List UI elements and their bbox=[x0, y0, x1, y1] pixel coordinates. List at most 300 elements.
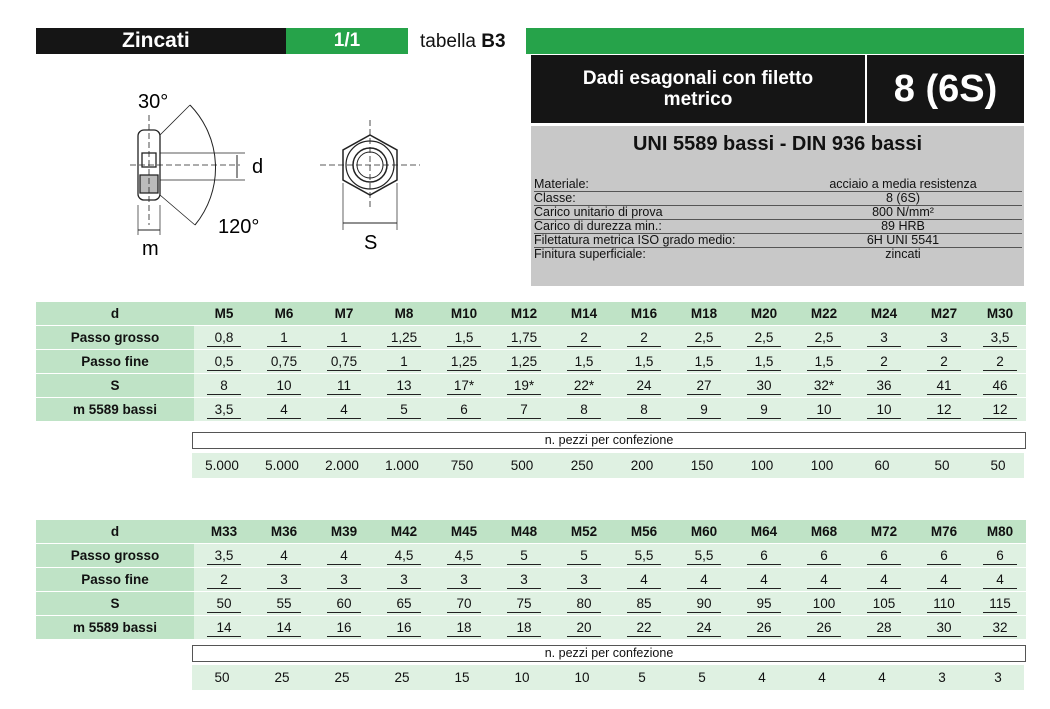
cell-value: 1,75 bbox=[507, 329, 541, 347]
cell-value: M42 bbox=[390, 524, 418, 539]
table-cell bbox=[614, 568, 674, 592]
table-cell bbox=[374, 568, 434, 592]
product-title: Dadi esagonali con filetto metrico bbox=[531, 55, 865, 123]
table-cell bbox=[674, 326, 734, 350]
property-row bbox=[534, 178, 1022, 192]
cell-value: M48 bbox=[510, 524, 538, 539]
dimensions-table-1 bbox=[36, 302, 1026, 422]
pack-quantity: 5.000 bbox=[205, 458, 239, 473]
cell-value: 32 bbox=[983, 619, 1017, 637]
cell-value: 1,25 bbox=[507, 353, 541, 371]
cell-value: 65 bbox=[387, 595, 421, 613]
pack-quantity: 25 bbox=[334, 670, 350, 685]
pack-quantity: 4 bbox=[758, 670, 766, 685]
table-cell bbox=[434, 568, 494, 592]
cell-value: 9 bbox=[747, 401, 781, 419]
cell-value: 1,5 bbox=[687, 353, 721, 371]
table-cell bbox=[494, 520, 554, 544]
table-cell bbox=[734, 568, 794, 592]
cell-value: 4 bbox=[687, 571, 721, 589]
cell-value: 1 bbox=[327, 329, 361, 347]
property-row bbox=[534, 192, 1022, 206]
cell-value: 24 bbox=[687, 619, 721, 637]
cell-value: 3 bbox=[327, 571, 361, 589]
cell-value: 115 bbox=[983, 595, 1017, 613]
cell-value: 22 bbox=[627, 619, 661, 637]
property-row bbox=[534, 220, 1022, 234]
table-cell bbox=[674, 592, 734, 616]
table-cell bbox=[614, 520, 674, 544]
cell-value: M39 bbox=[330, 524, 358, 539]
table-cell bbox=[314, 616, 374, 640]
property-row bbox=[534, 234, 1022, 248]
table-cell bbox=[254, 302, 314, 326]
table-cell bbox=[554, 374, 614, 398]
cell-value: 7 bbox=[507, 401, 541, 419]
table-cell bbox=[554, 568, 614, 592]
cell-value: M18 bbox=[690, 306, 718, 321]
cell-value: 6 bbox=[447, 401, 481, 419]
table-cell bbox=[854, 326, 914, 350]
table-cell bbox=[554, 302, 614, 326]
pack-quantity: 500 bbox=[510, 458, 534, 473]
class-badge: 8 (6S) bbox=[867, 55, 1024, 123]
cell-value: M22 bbox=[810, 306, 838, 321]
table-cell bbox=[854, 520, 914, 544]
cell-value: 3 bbox=[867, 329, 901, 347]
pack-quantity: 50 bbox=[990, 458, 1006, 473]
property-value: 6H UNI 5541 bbox=[866, 233, 940, 247]
row-label: S bbox=[36, 374, 194, 398]
cell-value: 4 bbox=[267, 547, 301, 565]
cell-value: 100 bbox=[807, 595, 841, 613]
cell-value: 10 bbox=[867, 401, 901, 419]
table-cell bbox=[554, 616, 614, 640]
cell-value: M76 bbox=[930, 524, 958, 539]
table-cell bbox=[674, 568, 734, 592]
cell-value: 30 bbox=[747, 377, 781, 395]
table-row bbox=[36, 302, 1026, 326]
pack-quantity: 25 bbox=[394, 670, 410, 685]
table-cell bbox=[974, 350, 1026, 374]
cell-value: M7 bbox=[334, 306, 354, 321]
table-cell bbox=[794, 568, 854, 592]
table-row bbox=[36, 350, 1026, 374]
cell-value: 10 bbox=[267, 377, 301, 395]
table-cell bbox=[494, 568, 554, 592]
properties-list bbox=[534, 178, 1022, 261]
pack-quantity: 50 bbox=[214, 670, 230, 685]
table-cell bbox=[674, 350, 734, 374]
pack-quantity: 100 bbox=[810, 458, 834, 473]
cell-value: 3 bbox=[927, 329, 961, 347]
cell-value: 75 bbox=[507, 595, 541, 613]
row-label: m 5589 bassi bbox=[36, 616, 194, 640]
cell-value: M52 bbox=[570, 524, 598, 539]
cell-value: 1,5 bbox=[807, 353, 841, 371]
table-cell bbox=[254, 374, 314, 398]
pack-quantity: 5 bbox=[638, 670, 646, 685]
table-cell bbox=[494, 398, 554, 422]
cell-value: M60 bbox=[690, 524, 718, 539]
cell-value: 3,5 bbox=[983, 329, 1017, 347]
cell-value: 4 bbox=[747, 571, 781, 589]
cell-value: 4 bbox=[327, 547, 361, 565]
pack-quantity: 25 bbox=[274, 670, 290, 685]
cell-value: 55 bbox=[267, 595, 301, 613]
cell-value: 85 bbox=[627, 595, 661, 613]
table-cell bbox=[674, 374, 734, 398]
cell-value: 2,5 bbox=[807, 329, 841, 347]
cell-value: 18 bbox=[507, 619, 541, 637]
cell-value: 26 bbox=[747, 619, 781, 637]
pack-quantity: 750 bbox=[450, 458, 474, 473]
table-cell bbox=[794, 326, 854, 350]
cell-value: 32* bbox=[807, 377, 841, 395]
row-label: d bbox=[36, 302, 194, 326]
cell-value: 2 bbox=[207, 571, 241, 589]
dimensions-table-2 bbox=[36, 520, 1026, 640]
table-cell bbox=[974, 592, 1026, 616]
table-cell bbox=[674, 544, 734, 568]
cell-value: 3 bbox=[507, 571, 541, 589]
property-row bbox=[534, 248, 1022, 261]
cell-value: 20 bbox=[567, 619, 601, 637]
cell-value: 5 bbox=[567, 547, 601, 565]
table-cell bbox=[314, 544, 374, 568]
page-indicator: 1/1 bbox=[333, 30, 361, 51]
pack-quantity: 4 bbox=[878, 670, 886, 685]
table-cell bbox=[794, 592, 854, 616]
table-cell bbox=[254, 568, 314, 592]
table-cell bbox=[854, 302, 914, 326]
pack-quantity-row-1 bbox=[192, 453, 1024, 478]
table-cell bbox=[614, 302, 674, 326]
table-cell bbox=[974, 520, 1026, 544]
cell-value: 10 bbox=[807, 401, 841, 419]
cell-value: 1 bbox=[267, 329, 301, 347]
cell-value: 6 bbox=[807, 547, 841, 565]
table-cell bbox=[494, 374, 554, 398]
property-row bbox=[534, 206, 1022, 220]
row-label: S bbox=[36, 592, 194, 616]
table-cell bbox=[614, 616, 674, 640]
table-cell bbox=[314, 568, 374, 592]
property-label: Carico di durezza min.: bbox=[534, 219, 662, 233]
cell-value: 4 bbox=[983, 571, 1017, 589]
table-cell bbox=[254, 398, 314, 422]
cell-value: 105 bbox=[867, 595, 901, 613]
table-cell bbox=[494, 350, 554, 374]
table-row bbox=[36, 520, 1026, 544]
table-cell bbox=[254, 520, 314, 544]
table-row bbox=[36, 398, 1026, 422]
table-row bbox=[36, 374, 1026, 398]
table-cell bbox=[254, 544, 314, 568]
table-cell bbox=[314, 520, 374, 544]
cell-value: 0,75 bbox=[267, 353, 301, 371]
property-label: Materiale: bbox=[534, 177, 589, 191]
cell-value: 1,5 bbox=[627, 353, 661, 371]
property-value: zincati bbox=[885, 247, 921, 261]
table-cell bbox=[794, 350, 854, 374]
table-cell bbox=[734, 616, 794, 640]
table-cell bbox=[494, 326, 554, 350]
cell-value: 24 bbox=[627, 377, 661, 395]
table-cell bbox=[374, 374, 434, 398]
cell-value: 5 bbox=[387, 401, 421, 419]
table-cell bbox=[914, 326, 974, 350]
table-cell bbox=[794, 398, 854, 422]
row-label: Passo fine bbox=[36, 350, 194, 374]
pack-quantity: 100 bbox=[750, 458, 774, 473]
cell-value: 6 bbox=[983, 547, 1017, 565]
angle-top-label: 30° bbox=[138, 91, 169, 113]
table-cell bbox=[194, 350, 254, 374]
pack-quantity: 5 bbox=[698, 670, 706, 685]
table-cell bbox=[854, 374, 914, 398]
cell-value: M5 bbox=[214, 306, 234, 321]
cell-value: 6 bbox=[927, 547, 961, 565]
cell-value: 4 bbox=[327, 401, 361, 419]
table-row bbox=[36, 326, 1026, 350]
property-value: 8 (6S) bbox=[885, 191, 921, 205]
cell-value: M33 bbox=[210, 524, 238, 539]
pack-quantity: 60 bbox=[874, 458, 890, 473]
standard-title: UNI 5589 bassi - DIN 936 bassi bbox=[632, 133, 923, 155]
table-cell bbox=[194, 544, 254, 568]
table-cell bbox=[734, 520, 794, 544]
table-cell bbox=[914, 592, 974, 616]
table-cell bbox=[794, 302, 854, 326]
cell-value: M45 bbox=[450, 524, 478, 539]
cell-value: 12 bbox=[927, 401, 961, 419]
table-cell bbox=[554, 326, 614, 350]
cell-value: M72 bbox=[870, 524, 898, 539]
cell-value: 0,8 bbox=[207, 329, 241, 347]
cell-value: 3 bbox=[387, 571, 421, 589]
cell-value: 5,5 bbox=[687, 547, 721, 565]
table-cell bbox=[194, 520, 254, 544]
cell-value: M68 bbox=[810, 524, 838, 539]
cell-value: M8 bbox=[394, 306, 414, 321]
cell-value: M64 bbox=[750, 524, 778, 539]
table-row bbox=[36, 568, 1026, 592]
table-id-label: tabella B3 bbox=[408, 28, 526, 54]
dimension-m-label: m bbox=[142, 238, 159, 260]
table-cell bbox=[974, 568, 1026, 592]
table-cell bbox=[194, 592, 254, 616]
cell-value: 30 bbox=[927, 619, 961, 637]
category-label: Zincati bbox=[36, 28, 286, 54]
cell-value: 1,5 bbox=[447, 329, 481, 347]
cell-value: M12 bbox=[510, 306, 538, 321]
table-cell bbox=[674, 302, 734, 326]
table-cell bbox=[674, 398, 734, 422]
dimension-s-label: S bbox=[364, 232, 378, 254]
pack-quantity: 15 bbox=[454, 670, 470, 685]
property-label: Filettatura metrica ISO grado medio: bbox=[534, 233, 736, 247]
cell-value: 1,5 bbox=[567, 353, 601, 371]
table-cell bbox=[554, 350, 614, 374]
table-cell bbox=[734, 374, 794, 398]
row-label: d bbox=[36, 520, 194, 544]
table-row bbox=[36, 544, 1026, 568]
table-cell bbox=[674, 520, 734, 544]
table-cell bbox=[374, 326, 434, 350]
cell-value: 4 bbox=[867, 571, 901, 589]
cell-value: 80 bbox=[567, 595, 601, 613]
table-cell bbox=[794, 544, 854, 568]
table-cell bbox=[434, 398, 494, 422]
cell-value: M16 bbox=[630, 306, 658, 321]
table-cell bbox=[914, 302, 974, 326]
table-cell bbox=[194, 398, 254, 422]
cell-value: 16 bbox=[327, 619, 361, 637]
table-cell bbox=[854, 398, 914, 422]
table-cell bbox=[194, 326, 254, 350]
cell-value: M36 bbox=[270, 524, 298, 539]
table-cell bbox=[554, 520, 614, 544]
table-cell bbox=[434, 326, 494, 350]
table-cell bbox=[854, 544, 914, 568]
cell-value: 5,5 bbox=[627, 547, 661, 565]
cell-value: 18 bbox=[447, 619, 481, 637]
table-cell bbox=[494, 592, 554, 616]
property-label: Classe: bbox=[534, 191, 576, 205]
angle-bottom-label: 120° bbox=[218, 216, 260, 238]
table-cell bbox=[854, 616, 914, 640]
table-cell bbox=[314, 398, 374, 422]
pack-quantity: 150 bbox=[690, 458, 714, 473]
table-cell bbox=[194, 568, 254, 592]
cell-value: 36 bbox=[867, 377, 901, 395]
table-cell bbox=[914, 520, 974, 544]
cell-value: M80 bbox=[986, 524, 1014, 539]
pack-quantity: 3 bbox=[994, 670, 1002, 685]
table-cell bbox=[434, 350, 494, 374]
table-cell bbox=[254, 592, 314, 616]
table-cell bbox=[314, 326, 374, 350]
cell-value: 4 bbox=[807, 571, 841, 589]
table-cell bbox=[374, 350, 434, 374]
table-cell bbox=[494, 544, 554, 568]
cell-value: 95 bbox=[747, 595, 781, 613]
table-cell bbox=[614, 544, 674, 568]
cell-value: 3 bbox=[267, 571, 301, 589]
table-row bbox=[36, 616, 1026, 640]
table-cell bbox=[854, 350, 914, 374]
row-label: m 5589 bassi bbox=[36, 398, 194, 422]
cell-value: M27 bbox=[930, 306, 958, 321]
table-cell bbox=[914, 350, 974, 374]
cell-value: 3,5 bbox=[207, 547, 241, 565]
table-cell bbox=[614, 326, 674, 350]
cell-value: 110 bbox=[927, 595, 961, 613]
table-cell bbox=[914, 398, 974, 422]
table-cell bbox=[794, 616, 854, 640]
table-cell bbox=[314, 302, 374, 326]
row-label: Passo fine bbox=[36, 568, 194, 592]
cell-value: 2 bbox=[567, 329, 601, 347]
table-cell bbox=[374, 544, 434, 568]
cell-value: 60 bbox=[327, 595, 361, 613]
cell-value: 4,5 bbox=[387, 547, 421, 565]
pack-quantity: 2.000 bbox=[325, 458, 359, 473]
table-cell bbox=[614, 374, 674, 398]
cell-value: 6 bbox=[867, 547, 901, 565]
table-cell bbox=[734, 350, 794, 374]
cell-value: 4 bbox=[627, 571, 661, 589]
cell-value: 8 bbox=[207, 377, 241, 395]
table-cell bbox=[374, 398, 434, 422]
row-label: Passo grosso bbox=[36, 544, 194, 568]
table-cell bbox=[314, 374, 374, 398]
table-cell bbox=[974, 544, 1026, 568]
table-cell bbox=[554, 544, 614, 568]
cell-value: 14 bbox=[267, 619, 301, 637]
table-cell bbox=[374, 520, 434, 544]
cell-value: 1 bbox=[387, 353, 421, 371]
cell-value: 6 bbox=[747, 547, 781, 565]
table-cell bbox=[374, 302, 434, 326]
cell-value: 2,5 bbox=[687, 329, 721, 347]
table-cell bbox=[314, 592, 374, 616]
cell-value: 17* bbox=[447, 377, 481, 395]
cell-value: M10 bbox=[450, 306, 478, 321]
property-label: Carico unitario di prova bbox=[534, 205, 663, 219]
table-cell bbox=[254, 326, 314, 350]
cell-value: 2,5 bbox=[747, 329, 781, 347]
cell-value: 1,5 bbox=[747, 353, 781, 371]
table-cell bbox=[614, 350, 674, 374]
cell-value: 46 bbox=[983, 377, 1017, 395]
table-cell bbox=[854, 592, 914, 616]
table-cell bbox=[734, 544, 794, 568]
cell-value: 28 bbox=[867, 619, 901, 637]
cell-value: 2 bbox=[927, 353, 961, 371]
pack-quantity-label-2: n. pezzi per confezione bbox=[192, 645, 1026, 662]
pack-quantity: 1.000 bbox=[385, 458, 419, 473]
dimension-d-label: d bbox=[252, 156, 264, 178]
cell-value: 70 bbox=[447, 595, 481, 613]
table-cell bbox=[194, 374, 254, 398]
pack-quantity: 10 bbox=[574, 670, 590, 685]
cell-value: 3,5 bbox=[207, 401, 241, 419]
table-cell bbox=[434, 544, 494, 568]
cell-value: 11 bbox=[327, 377, 361, 395]
cell-value: M24 bbox=[870, 306, 898, 321]
table-cell bbox=[374, 616, 434, 640]
cell-value: 2 bbox=[627, 329, 661, 347]
pack-quantity: 50 bbox=[934, 458, 950, 473]
cell-value: 12 bbox=[983, 401, 1017, 419]
table-cell bbox=[374, 592, 434, 616]
cell-value: 9 bbox=[687, 401, 721, 419]
table-cell bbox=[614, 592, 674, 616]
pack-quantity: 250 bbox=[570, 458, 594, 473]
table-cell bbox=[254, 350, 314, 374]
table-cell bbox=[794, 374, 854, 398]
table-cell bbox=[434, 520, 494, 544]
cell-value: 0,5 bbox=[207, 353, 241, 371]
cell-value: 3 bbox=[567, 571, 601, 589]
table-cell bbox=[434, 374, 494, 398]
cell-value: 90 bbox=[687, 595, 721, 613]
cell-value: 4,5 bbox=[447, 547, 481, 565]
table-cell bbox=[434, 592, 494, 616]
cell-value: 1,25 bbox=[387, 329, 421, 347]
